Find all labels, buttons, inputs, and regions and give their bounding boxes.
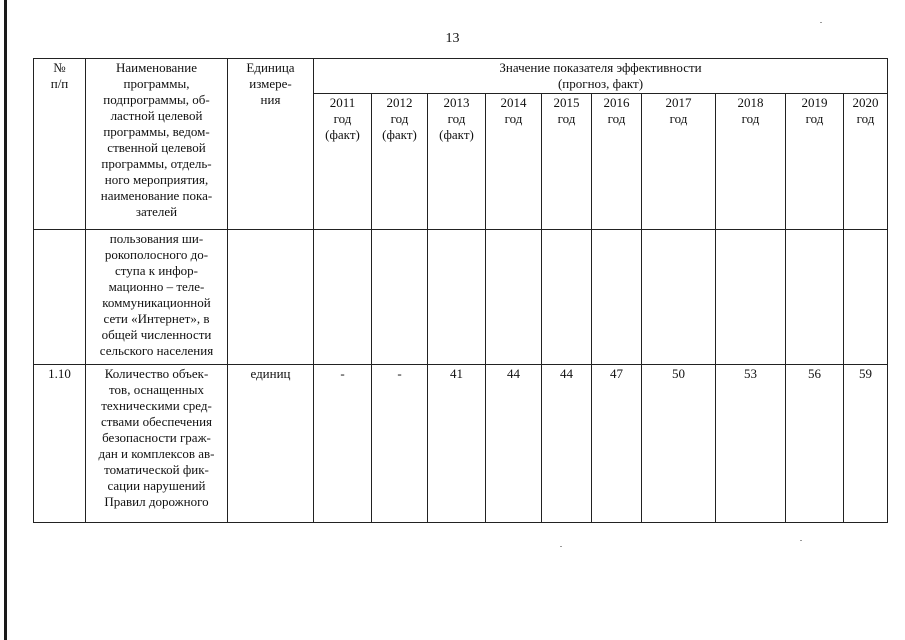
page-margin-rule bbox=[4, 0, 7, 640]
row-value bbox=[428, 230, 486, 365]
header-year: 2014 год bbox=[486, 94, 542, 230]
row-unit bbox=[228, 230, 314, 365]
scan-speck bbox=[560, 546, 562, 547]
row-value bbox=[372, 230, 428, 365]
row-num: 1.10 bbox=[34, 365, 86, 523]
row-value: 59 bbox=[844, 365, 888, 523]
row-num bbox=[34, 230, 86, 365]
table-row bbox=[34, 230, 888, 365]
header-year: 2019 год bbox=[786, 94, 844, 230]
header-col-unit: Единица измере- ния bbox=[228, 59, 314, 230]
row-value bbox=[542, 230, 592, 365]
header-col-num: № п/п bbox=[34, 59, 86, 230]
header-year: 2011 год (факт) bbox=[314, 94, 372, 230]
header-row-top bbox=[34, 59, 888, 94]
header-year: 2017 год bbox=[642, 94, 716, 230]
header-value-group: Значение показателя эффективности (прогноз, факт) bbox=[314, 59, 888, 94]
row-value: 53 bbox=[716, 365, 786, 523]
table-row bbox=[34, 365, 888, 523]
scan-speck bbox=[820, 22, 822, 23]
row-value: 44 bbox=[486, 365, 542, 523]
row-value: 44 bbox=[542, 365, 592, 523]
row-unit: единиц bbox=[228, 365, 314, 523]
indicators-table bbox=[33, 58, 888, 523]
row-value: 56 bbox=[786, 365, 844, 523]
scan-speck bbox=[800, 540, 802, 541]
row-name: Количество объек- тов, оснащенных техническими сред- ствами обеспечения безопасности граж- дан и комплексов ав- томатической фик- сации нарушений Правил дорожного bbox=[86, 365, 228, 523]
row-value bbox=[486, 230, 542, 365]
row-value bbox=[642, 230, 716, 365]
row-value: - bbox=[314, 365, 372, 523]
header-year: 2020 год bbox=[844, 94, 888, 230]
header-year: 2015 год bbox=[542, 94, 592, 230]
row-value: - bbox=[372, 365, 428, 523]
page-number: 13 bbox=[445, 31, 460, 46]
row-name: пользования ши- рокополосного до- ступа к инфор- мационно – теле- коммуникационной сети «Интернет», в общей численности сельского населения bbox=[86, 230, 228, 365]
header-year: 2018 год bbox=[716, 94, 786, 230]
header-year: 2012 год (факт) bbox=[372, 94, 428, 230]
row-value bbox=[314, 230, 372, 365]
row-value: 50 bbox=[642, 365, 716, 523]
header-year: 2013 год (факт) bbox=[428, 94, 486, 230]
row-value: 41 bbox=[428, 365, 486, 523]
row-value: 47 bbox=[592, 365, 642, 523]
row-value bbox=[786, 230, 844, 365]
row-value bbox=[844, 230, 888, 365]
row-value bbox=[592, 230, 642, 365]
header-col-name: Наименование программы, подпрограммы, об- ластной целевой программы, ведом- ственной целевой программы, отдель- ного мероприятия, наименование пока- зателей bbox=[86, 59, 228, 230]
header-year: 2016 год bbox=[592, 94, 642, 230]
row-value bbox=[716, 230, 786, 365]
